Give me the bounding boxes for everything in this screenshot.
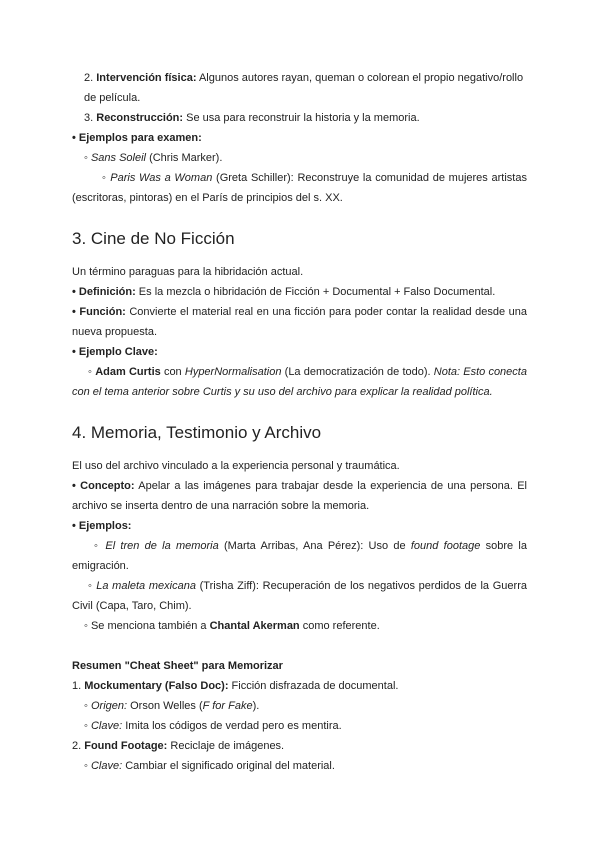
film-title: Sans Soleil — [90, 152, 147, 164]
film-credit: (Greta Schiller): Reconstruye la comunidad de mujeres artistas (escritoras, pintoras) en el París de principios del s. XX. — [72, 172, 527, 204]
list-number: 2. — [84, 72, 94, 84]
film-title: HyperNormalisation — [184, 366, 282, 378]
bullet: ◦ — [88, 580, 97, 592]
term-text: Apelar a las imágenes para trabajar desde la experiencia de una persona. El archivo se inserta dentro de una narración sobre la memoria. — [72, 480, 528, 512]
bullet: ◦ — [88, 366, 96, 378]
bullet: ◦ — [84, 152, 91, 164]
sub-key: Clave: — [90, 720, 123, 732]
section-intro: El uso del archivo vinculado a la experiencia personal y traumática. — [72, 460, 400, 472]
example-paris-was-a-woman — [72, 168, 527, 208]
term-text: Convierte el material real en una ficción para poder contar la realidad desde una nueva propuesta. — [72, 306, 527, 338]
list-number: 1. — [72, 680, 85, 692]
term-label: Intervención física: — [96, 72, 197, 84]
sub-text: Orson Welles ( — [127, 700, 203, 712]
section-intro: Un término paraguas para la hibridación actual. — [72, 266, 304, 278]
term-label: Reconstrucción: — [96, 112, 184, 124]
key-example-curtis — [72, 362, 527, 402]
example-sans-soleil — [72, 148, 527, 168]
term-text: Reciclaje de imágenes. — [167, 740, 285, 752]
term-text: Ficción disfrazada de documental. — [228, 680, 399, 692]
sub-key: Origen: — [90, 700, 128, 712]
summary-item-found-footage — [72, 736, 527, 756]
sub-text: Imita los códigos de verdad pero es mentira. — [122, 720, 342, 732]
sub-text: Cambiar el significado original del material. — [122, 760, 335, 772]
summary-sub-origen — [72, 696, 527, 716]
term-label: Found Footage: — [84, 740, 168, 752]
term-label: • Función: — [72, 306, 126, 318]
function-item — [72, 302, 527, 342]
list-item-intervencion — [72, 68, 527, 108]
connector-text: con — [160, 366, 185, 378]
film-note: (La democratización de todo). — [281, 366, 434, 378]
section-heading-no-ficcion: 3. Cine de No Ficción — [72, 229, 235, 248]
examples-label — [72, 516, 527, 536]
list-item-reconstruccion — [72, 108, 527, 128]
film-title: Paris Was a Woman — [110, 172, 213, 184]
film-title: El tren de la memoria — [105, 540, 219, 552]
section-heading-memoria: 4. Memoria, Testimonio y Archivo — [72, 423, 322, 442]
author-name: Adam Curtis — [95, 366, 161, 378]
mention-text-end: como referente. — [299, 620, 380, 632]
summary-sub-clave — [72, 716, 527, 736]
list-number: 2. — [72, 740, 85, 752]
emphasis-term: found footage — [410, 540, 481, 552]
film-credit: (Marta Arribas, Ana Pérez): Uso de — [218, 540, 411, 552]
definition-item — [72, 282, 527, 302]
film-credit: (Trisha Ziff): Recuperación de los negativos perdidos de la Guerra Civil (Capa, Taro, Chim). — [72, 580, 527, 612]
film-title: La maleta mexicana — [96, 580, 196, 592]
example-akerman — [72, 616, 527, 636]
bullet: ◦ — [94, 540, 106, 552]
sub-text-end: ). — [252, 700, 260, 712]
term-text: Se usa para reconstruir la historia y la memoria. — [183, 112, 420, 124]
concept-item — [72, 476, 527, 516]
mention-text: ◦ Se menciona también a — [84, 620, 210, 632]
summary-item-mockumentary — [72, 676, 527, 696]
term-text: Es la mezcla o hibridación de Ficción + Documental + Falso Documental. — [135, 286, 496, 298]
bullet: ◦ — [84, 760, 91, 772]
list-number: 3. — [84, 112, 94, 124]
examples-label — [72, 128, 527, 148]
bullet: ◦ — [102, 172, 111, 184]
film-credit: (Chris Marker). — [146, 152, 223, 164]
sub-key: Clave: — [90, 760, 123, 772]
term-label: • Ejemplo Clave: — [72, 346, 158, 358]
document-page — [72, 68, 527, 776]
term-label: Mockumentary (Falso Doc): — [84, 680, 229, 692]
summary-heading: Resumen "Cheat Sheet" para Memorizar — [72, 660, 283, 672]
bullet: ◦ — [84, 700, 91, 712]
example-tren-memoria — [72, 536, 527, 576]
key-example-label — [72, 342, 527, 362]
examples-label-text: • Ejemplos para examen: — [72, 132, 202, 144]
term-label: • Concepto: — [72, 480, 135, 492]
term-text: Algunos autores rayan, queman o colorean el propio negativo/rollo de película. — [84, 72, 524, 104]
author-name: Chantal Akerman — [209, 620, 300, 632]
note-text: Nota: Esto conecta con el tema anterior sobre Curtis y su uso del archivo para explicar la realidad política. — [72, 366, 527, 398]
summary-sub-clave — [72, 756, 527, 776]
film-title: F for Fake — [202, 700, 253, 712]
bullet: ◦ — [84, 720, 91, 732]
example-maleta-mexicana — [72, 576, 527, 616]
examples-label-text: • Ejemplos: — [72, 520, 132, 532]
term-label: • Definición: — [72, 286, 136, 298]
film-credit-end: sobre la emigración. — [72, 540, 527, 572]
